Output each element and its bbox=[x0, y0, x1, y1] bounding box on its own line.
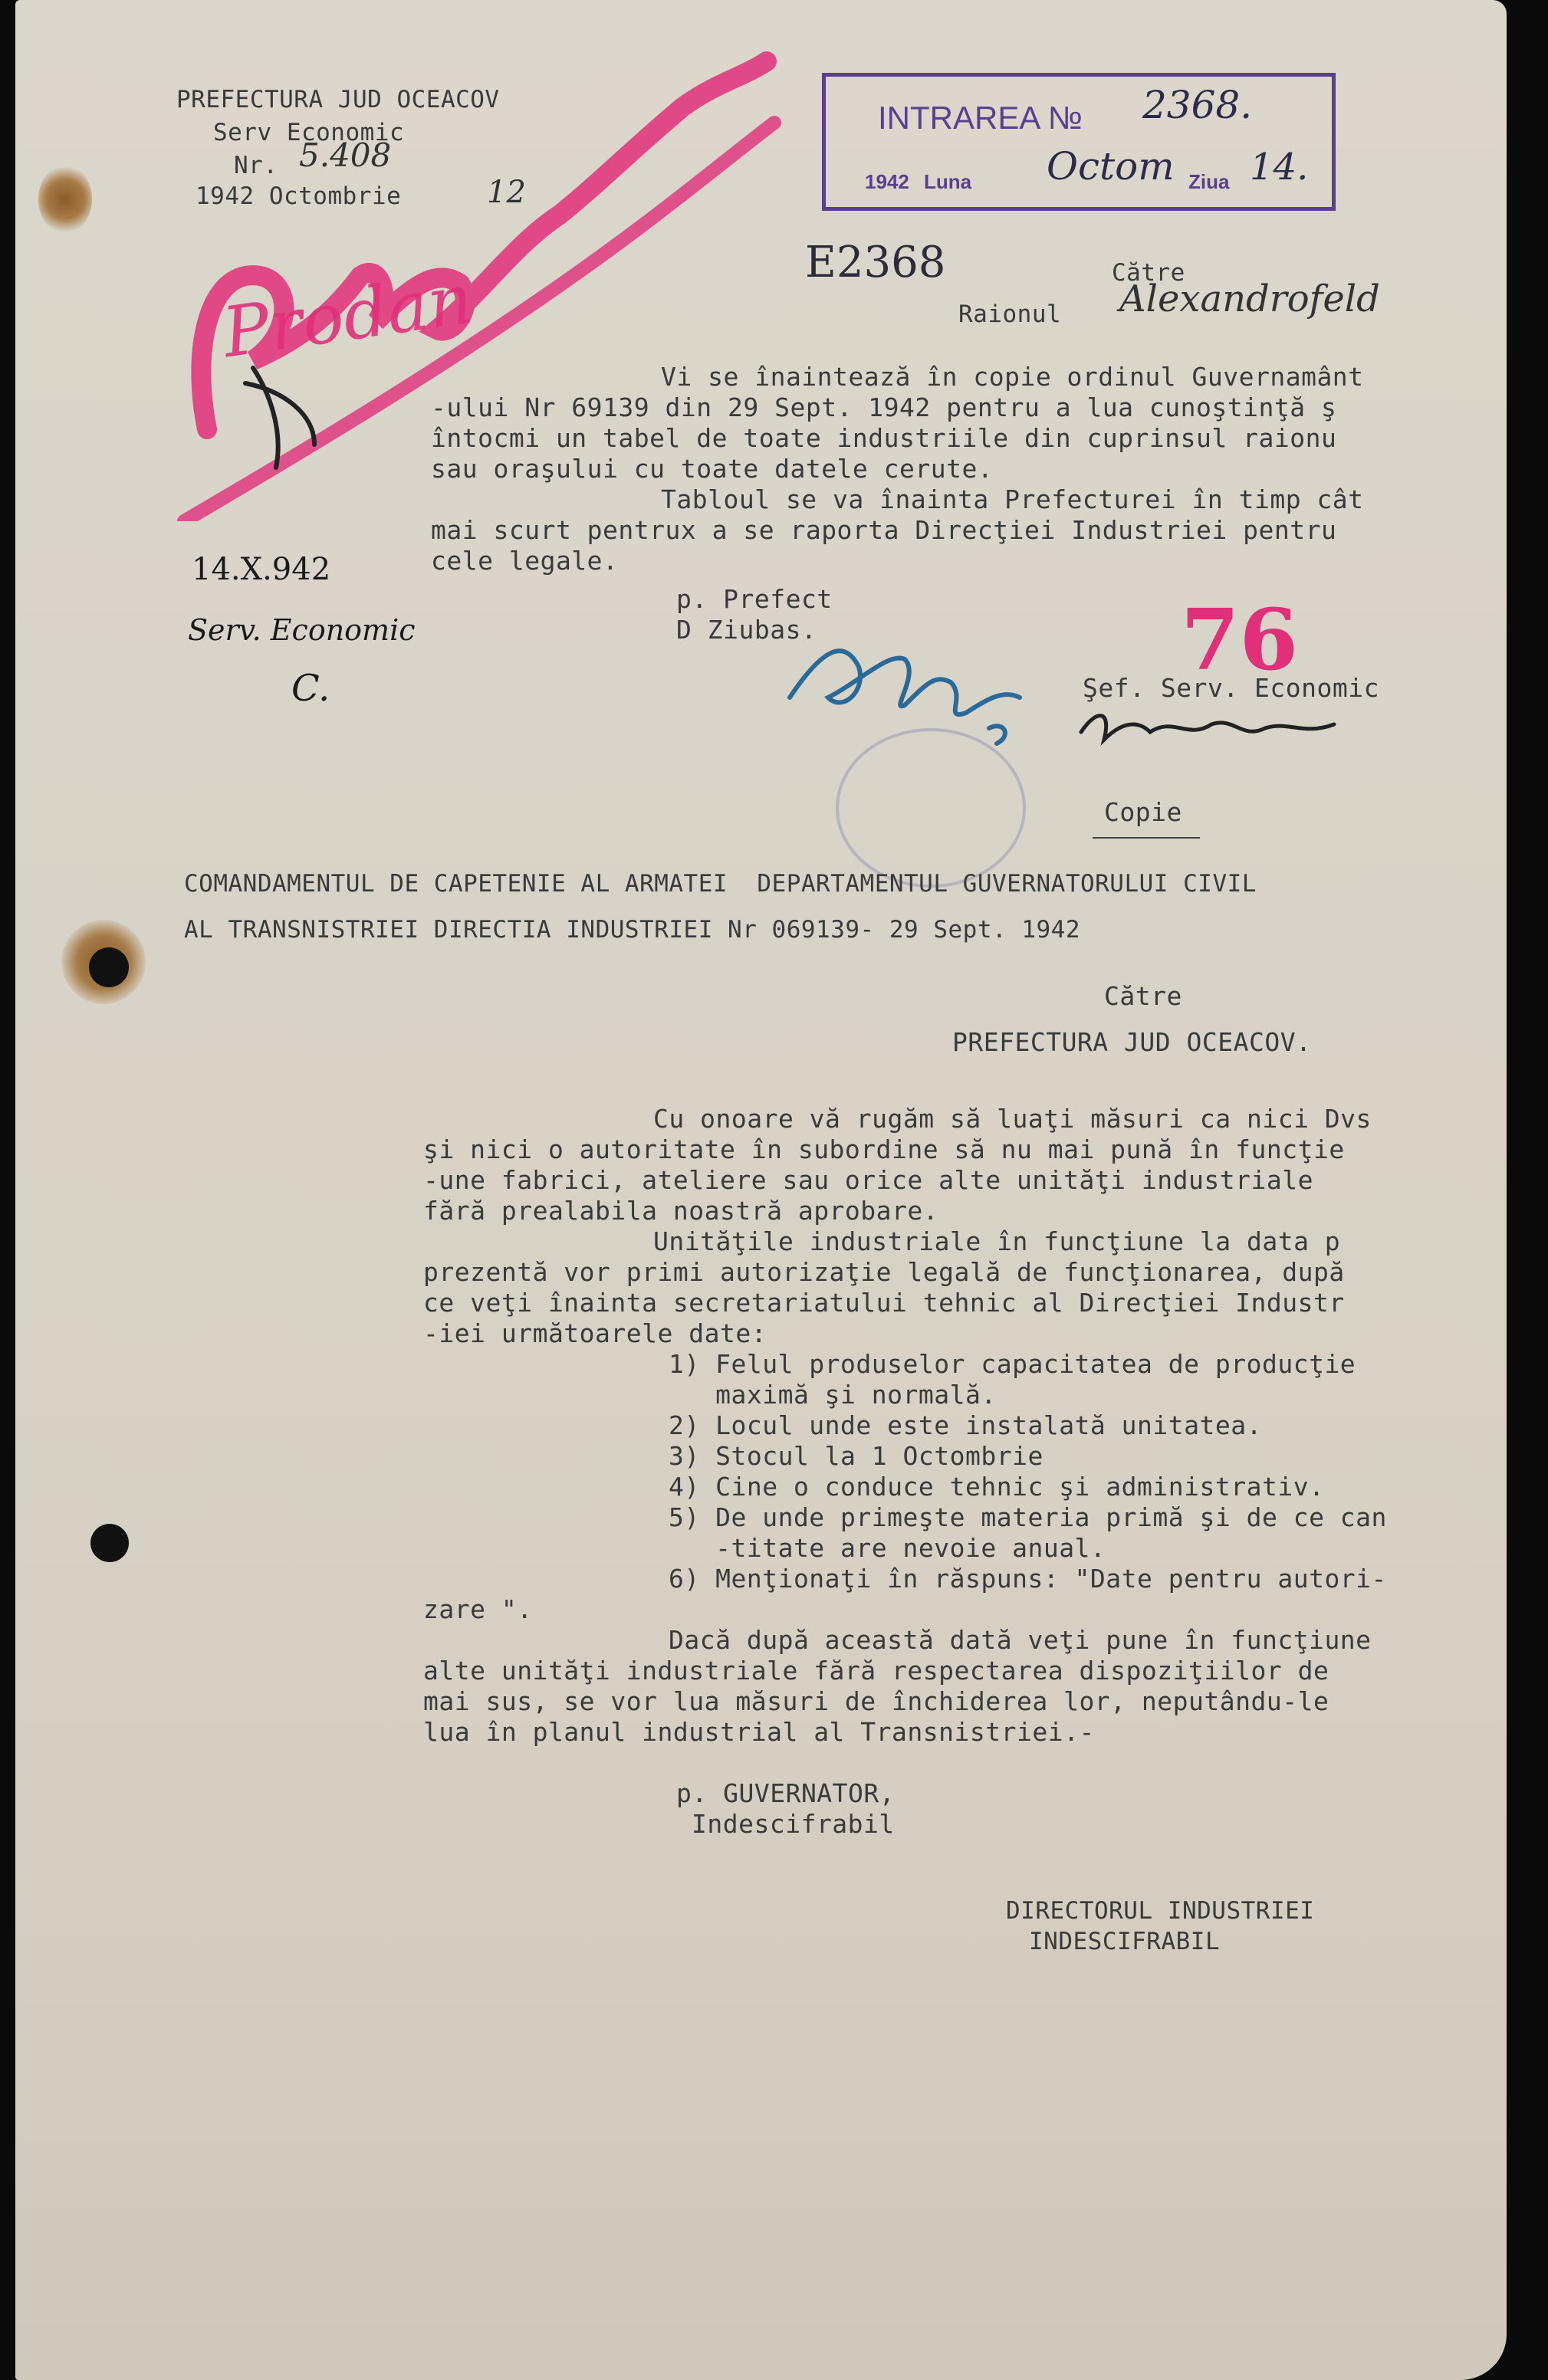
cover-line: Tabloul se va înainta Prefecturei în timp cât bbox=[661, 484, 1364, 514]
order-item-tail: zare ". bbox=[423, 1594, 533, 1624]
order-item: -titate are nevoie anual. bbox=[669, 1533, 1106, 1563]
order-closing-line: mai sus, se vor lua măsuri de închiderea lor, neputându-le bbox=[423, 1686, 1329, 1716]
punch-hole bbox=[89, 947, 129, 987]
order-closing-line: lua în planul industrial al Transnistriei.- bbox=[423, 1717, 1095, 1747]
chief-title: Şef. Serv. Economic bbox=[1083, 673, 1379, 703]
order-closing-line: Dacă după această dată veţi pune în funcţiune bbox=[669, 1625, 1372, 1655]
entry-stamp-day: 14. bbox=[1250, 146, 1309, 189]
cover-line: sau oraşului cu toate datele cerute. bbox=[431, 454, 994, 484]
entry-stamp-year: 1942 bbox=[865, 170, 909, 193]
order-body-line: ce veţi înainta secretariatului tehnic al Direcţiei Industr bbox=[423, 1288, 1345, 1318]
entry-stamp-title: INTRAREA № bbox=[878, 100, 1083, 136]
order-item: 2) Locul unde este instalată unitatea. bbox=[669, 1410, 1262, 1440]
header-date-day: 12 bbox=[487, 175, 526, 210]
governor-name: Indescifrabil bbox=[692, 1809, 895, 1839]
order-item: 1) Felul produselor capacitatea de producţie bbox=[669, 1349, 1356, 1379]
round-stamp bbox=[836, 728, 1026, 888]
registry-note: E2368 bbox=[805, 238, 946, 287]
order-body-line: Cu onoare vă rugăm să luaţi măsuri ca nici Dvs bbox=[653, 1104, 1372, 1134]
order-item: 6) Menţionaţi în răspuns: "Date pentru autori- bbox=[669, 1564, 1387, 1594]
cover-line: -ului Nr 69139 din 29 Sept. 1942 pentru a lua cunoştinţă ş bbox=[431, 392, 1337, 422]
prefect-signature-label: p. Prefect bbox=[676, 584, 833, 614]
prefect-name: D Ziubas. bbox=[676, 615, 817, 645]
number-value: 5.408 bbox=[299, 136, 392, 174]
cover-line: întocmi un tabel de toate industriile din cuprinsul raionu bbox=[431, 423, 1337, 453]
order-body-line: -iei următoarele date: bbox=[423, 1318, 767, 1348]
copy-underline bbox=[1093, 837, 1200, 839]
number-label: Nr. bbox=[234, 152, 278, 179]
order-heading-line: AL TRANSNISTRIEI DIRECTIA INDUSTRIEI Nr 069139- 29 Sept. 1942 bbox=[184, 916, 1080, 944]
order-body-line: şi nici o autoritate în subordine să nu mai pună în funcţie bbox=[423, 1134, 1345, 1164]
order-body-line: fără prealabila noastră aprobare. bbox=[423, 1196, 939, 1226]
order-addressee: PREFECTURA JUD OCEACOV. bbox=[952, 1027, 1312, 1057]
entry-stamp-number: 2368. bbox=[1142, 83, 1253, 127]
margin-service-note: Serv. Economic bbox=[188, 613, 416, 647]
order-item: maximă şi normală. bbox=[669, 1380, 997, 1410]
entry-stamp-luna-label: Luna bbox=[924, 170, 972, 193]
cover-line: mai scurt pentrux a se raporta Direcţiei Industriei pentru bbox=[431, 515, 1337, 545]
order-body-line: Unităţile industriale în funcţiune la data p bbox=[653, 1226, 1341, 1256]
order-item: 5) De unde primeşte materia primă şi de ce can bbox=[669, 1502, 1387, 1532]
raion-name: Alexandrofeld bbox=[1119, 277, 1380, 320]
addressee-to: Către bbox=[1112, 259, 1185, 287]
cover-line: Vi se înaintează în copie ordinul Guvernamânt bbox=[661, 362, 1364, 392]
order-body-line: -une fabrici, ateliere sau orice alte unităţi industriale bbox=[423, 1165, 1313, 1195]
chief-signature bbox=[1073, 694, 1349, 763]
copy-label: Copie bbox=[1104, 797, 1182, 827]
office-name: PREFECTURA JUD OCEACOV bbox=[176, 86, 500, 113]
document-page bbox=[15, 0, 1507, 2380]
order-to: Către bbox=[1104, 981, 1182, 1011]
punch-hole bbox=[90, 1524, 129, 1562]
order-closing-line: alte unităţi industriale fără respectarea dispoziţiilor de bbox=[423, 1656, 1329, 1686]
governor-label: p. GUVERNATOR, bbox=[676, 1778, 896, 1808]
margin-date-note: 14.X.942 bbox=[192, 552, 331, 587]
cover-line: cele legale. bbox=[431, 546, 619, 576]
order-body-line: prezentă vor primi autorizaţie legală de funcţionarea, după bbox=[423, 1257, 1345, 1287]
entry-stamp-month: Octom bbox=[1047, 144, 1175, 189]
order-heading-line: COMANDAMENTUL DE CAPETENIE AL ARMATEI DEPARTAMENTUL GUVERNATORULUI CIVIL bbox=[184, 870, 1257, 898]
raion-label: Raionul bbox=[958, 300, 1062, 328]
service-name: Serv Economic bbox=[213, 119, 405, 146]
entry-stamp-ziua-label: Ziua bbox=[1188, 170, 1230, 193]
margin-initials: C. bbox=[291, 667, 330, 710]
director-name: INDESCIFRABIL bbox=[1029, 1928, 1221, 1955]
pink-number-note: 76 bbox=[1181, 590, 1299, 689]
order-item: 3) Stocul la 1 Octombrie bbox=[669, 1441, 1044, 1471]
pink-scrawl-text: Prodan bbox=[218, 258, 478, 374]
header-date: 1942 Octombrie bbox=[196, 182, 402, 210]
order-item: 4) Cine o conduce tehnic şi administrativ. bbox=[669, 1472, 1325, 1502]
rust-stain bbox=[38, 165, 92, 234]
director-title: DIRECTORUL INDUSTRIEI bbox=[1006, 1897, 1315, 1925]
